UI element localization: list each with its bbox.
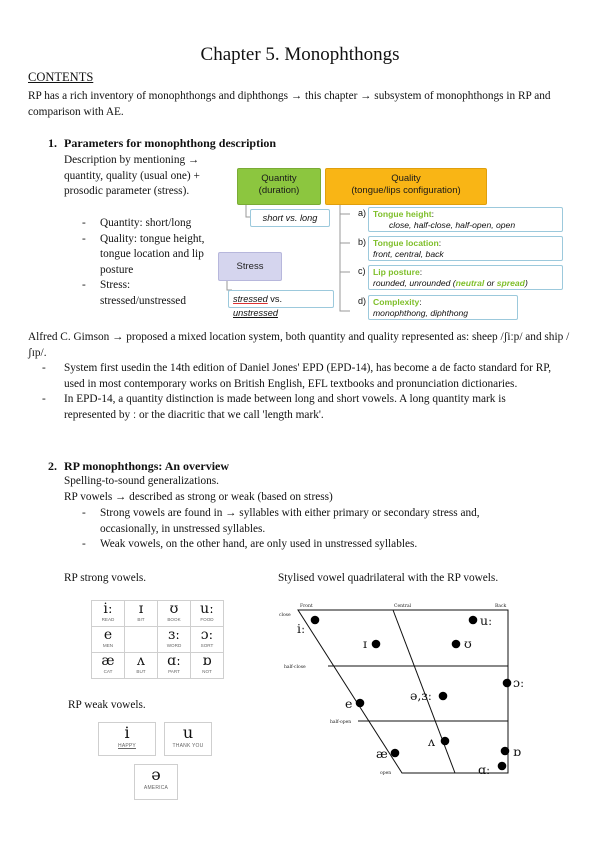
lip-spread: spread bbox=[496, 278, 525, 288]
keyword: THANK YOU bbox=[172, 743, 204, 749]
keyword: HAPPY bbox=[118, 743, 136, 749]
dot-schwa bbox=[439, 692, 448, 701]
tongue-location-frame: Tongue location: front, central, back bbox=[368, 236, 563, 261]
table-row bbox=[92, 601, 224, 627]
weak-vowels-caption: RP weak vowels. bbox=[68, 699, 146, 711]
section-1-description: Description by mentioning → quantity, quality (usual one) + prosodic parameter (stress). bbox=[64, 154, 200, 198]
quantity-title: Quantity bbox=[261, 173, 297, 184]
gimson-bullet-2: - In EPD-14, a quantity distinction is made between long and short vowels. A long quantity mark is represented by ː or the diacritic that we call 'length mark'. bbox=[28, 392, 558, 423]
half-close-label: half-close bbox=[284, 665, 306, 670]
vowel-symbol: u bbox=[182, 723, 194, 742]
front-label: Front bbox=[300, 604, 313, 609]
keyword: BOOK bbox=[167, 617, 181, 622]
vowel-cell bbox=[191, 601, 224, 627]
strong-vowels-table bbox=[91, 600, 224, 679]
dot-u-long bbox=[469, 616, 478, 625]
vs-label: vs. bbox=[267, 294, 283, 304]
dot-u-short bbox=[452, 640, 461, 649]
item-d-letter: d) bbox=[358, 296, 367, 306]
complexity-frame: Complexity: monophthong, diphthong bbox=[368, 295, 518, 320]
vowel-cell bbox=[92, 601, 125, 627]
keyword: AMERICA bbox=[143, 785, 169, 791]
item-c-letter: c) bbox=[358, 266, 366, 276]
keyword: MEN bbox=[102, 643, 114, 648]
vowel-i-long: iː bbox=[297, 621, 306, 636]
vowel-symbol: ɪ bbox=[138, 601, 144, 617]
vowel-cell bbox=[92, 627, 125, 653]
dot-a-long bbox=[498, 762, 507, 771]
vowel-o-long: ɔː bbox=[513, 675, 525, 690]
vowel-symbol: ɜː bbox=[168, 627, 180, 643]
section-2-number: 2. bbox=[48, 459, 57, 473]
section-2-line-1: Spelling-to-sound generalizations. bbox=[64, 475, 219, 487]
vowel-cell bbox=[92, 653, 125, 679]
strong-vowels-caption: RP strong vowels. bbox=[64, 572, 147, 584]
unstressed-label: unstressed bbox=[233, 308, 278, 318]
dot-ae bbox=[391, 749, 400, 758]
gimson-bullets bbox=[28, 361, 558, 423]
bullet-quality: - Quality: tongue height, tongue location and lip posture bbox=[64, 232, 214, 279]
gimson-paragraph: Alfred C. Gimson → proposed a mixed location system, both quantity and quality represented as: sheep /ʃiːp/ and ship /ʃɪp/. bbox=[28, 331, 570, 359]
keyword: NOT bbox=[202, 669, 212, 674]
quadrilateral-outline bbox=[298, 610, 508, 773]
quantity-subtitle: (duration) bbox=[258, 185, 300, 196]
stress-box: Stress bbox=[218, 252, 282, 281]
section-1-heading: Parameters for monophthong description bbox=[64, 136, 277, 150]
weak-vowel-america bbox=[134, 764, 178, 800]
tongue-height-frame: Tongue height: close, half-close, half-open, open bbox=[368, 207, 563, 232]
dot-i-short bbox=[372, 640, 381, 649]
section-1-bullets bbox=[64, 216, 214, 310]
vowel-u-long: uː bbox=[480, 613, 493, 628]
vowel-schwa-er: ə,ɜː bbox=[410, 688, 432, 703]
weak-vowels-bullet: - Weak vowels, on the other hand, are only used in unstressed syllables. bbox=[64, 537, 514, 553]
vowel-o-short: ɒ bbox=[513, 744, 522, 759]
section-1-number: 1. bbox=[48, 136, 57, 150]
vowel-cell bbox=[158, 601, 191, 627]
weak-vowel-thank-you bbox=[164, 722, 212, 756]
complexity-label: Complexity bbox=[373, 297, 420, 307]
intro-paragraph: RP has a rich inventory of monophthongs and diphthongs → this chapter → subsystem of monophthongs in RP and comparison with AE. bbox=[28, 90, 551, 118]
vowel-symbol: e bbox=[103, 627, 113, 643]
keyword: BUT bbox=[136, 669, 146, 674]
quadrilateral-caption: Stylised vowel quadrilateral with the RP vowels. bbox=[278, 572, 499, 584]
contents-link[interactable]: CONTENTS bbox=[28, 70, 94, 84]
central-label: Central bbox=[394, 604, 412, 609]
strong-vowels-bullet: - Strong vowels are found in → syllables with either primary or secondary stress and, occasionally, in unstressed syllables. bbox=[64, 506, 514, 537]
weak-vowel-happy bbox=[98, 722, 156, 756]
keyword: READ bbox=[101, 617, 115, 622]
vowel-symbol: ʌ bbox=[137, 653, 145, 669]
vowel-wedge: ʌ bbox=[428, 734, 436, 749]
vowel-i-short: ɪ bbox=[363, 636, 367, 651]
vowel-symbol: ɔː bbox=[200, 627, 214, 643]
vowel-cell bbox=[158, 653, 191, 679]
section-2-heading: RP monophthongs: An overview bbox=[64, 459, 230, 473]
keyword: CAT bbox=[103, 669, 113, 674]
keyword: FOOD bbox=[200, 617, 214, 622]
vowel-a-long: ɑː bbox=[478, 762, 491, 777]
tongue-height-label: Tongue height bbox=[373, 209, 432, 219]
lip-close-paren: ) bbox=[524, 278, 528, 288]
close-label: close bbox=[279, 613, 291, 618]
quantity-box bbox=[237, 168, 321, 205]
table-row bbox=[92, 627, 224, 653]
dot-e bbox=[356, 699, 365, 708]
vowel-cell bbox=[125, 601, 158, 627]
dot-wedge bbox=[441, 737, 450, 746]
quality-title: Quality bbox=[391, 173, 421, 184]
stressed-vs-unstressed bbox=[228, 290, 334, 318]
vowel-symbol: æ bbox=[101, 653, 115, 669]
vowel-cell bbox=[191, 653, 224, 679]
vowel-u-short: ʊ bbox=[464, 636, 472, 651]
page-title: Chapter 5. Monophthongs bbox=[200, 44, 400, 65]
short-vs-long: short vs. long bbox=[250, 209, 330, 227]
table-row bbox=[92, 653, 224, 679]
vowel-e: e bbox=[345, 696, 353, 711]
vowel-symbol: iː bbox=[103, 601, 113, 617]
dot-i-long bbox=[311, 616, 320, 625]
section-2-line-2: RP vowels → described as strong or weak (based on stress) bbox=[64, 491, 333, 503]
quadrilateral-lines bbox=[298, 610, 508, 773]
vowel-quadrilateral bbox=[270, 596, 532, 782]
lip-or: or bbox=[484, 278, 497, 288]
tongue-location-label: Tongue location bbox=[373, 238, 439, 248]
bullet-stress: - Stress: stressed/unstressed bbox=[64, 278, 214, 309]
tongue-location-values: front, central, back bbox=[373, 249, 444, 259]
vowel-symbol: uː bbox=[200, 601, 214, 617]
dot-o-short bbox=[501, 747, 510, 756]
keyword: PART bbox=[168, 669, 180, 674]
lip-neutral: neutral bbox=[455, 278, 485, 288]
vowel-symbol: ɑː bbox=[167, 653, 181, 669]
vowel-symbol: ə bbox=[151, 765, 161, 784]
section-2-bullets bbox=[64, 506, 514, 553]
stressed-label: stressed bbox=[233, 294, 268, 304]
quality-subtitle: (tongue/lips configuration) bbox=[351, 185, 461, 196]
lip-posture-values: rounded, unrounded ( bbox=[373, 278, 456, 288]
lip-posture-label: Lip posture bbox=[373, 267, 420, 277]
vowel-symbol: ʊ bbox=[169, 601, 179, 617]
dot-o-long bbox=[503, 679, 512, 688]
vowel-ae: æ bbox=[376, 746, 388, 761]
keyword: SORT bbox=[200, 643, 214, 648]
half-open-label: half-open bbox=[330, 720, 352, 725]
item-b-letter: b) bbox=[358, 237, 367, 247]
lip-posture-frame: Lip posture: rounded, unrounded (neutral or spread) bbox=[368, 265, 563, 290]
keyword: WORD bbox=[166, 643, 182, 648]
vowel-symbol: i bbox=[124, 723, 130, 742]
bullet-quantity: - Quantity: short/long bbox=[64, 216, 214, 232]
vowel-cell bbox=[158, 627, 191, 653]
complexity-values: monophthong, diphthong bbox=[373, 308, 469, 318]
open-label: open bbox=[380, 771, 392, 776]
keyword: BIT bbox=[137, 617, 145, 622]
gimson-bullet-1: - System first usedin the 14th edition of Daniel Jones' EPD (EPD-14), has become a de facto standard for RP, used in most contemporary works on British English, EFL textbooks and pronunciation dictionaries. bbox=[28, 361, 558, 392]
quality-box bbox=[325, 168, 487, 205]
tongue-height-values: close, half-close, half-open, open bbox=[389, 220, 516, 230]
vowel-symbol: ɒ bbox=[202, 653, 212, 669]
vowel-cell bbox=[125, 653, 158, 679]
vowel-cell bbox=[191, 627, 224, 653]
vowel-cell bbox=[125, 627, 158, 653]
item-a-letter: a) bbox=[358, 208, 367, 218]
back-label: Back bbox=[495, 604, 507, 609]
